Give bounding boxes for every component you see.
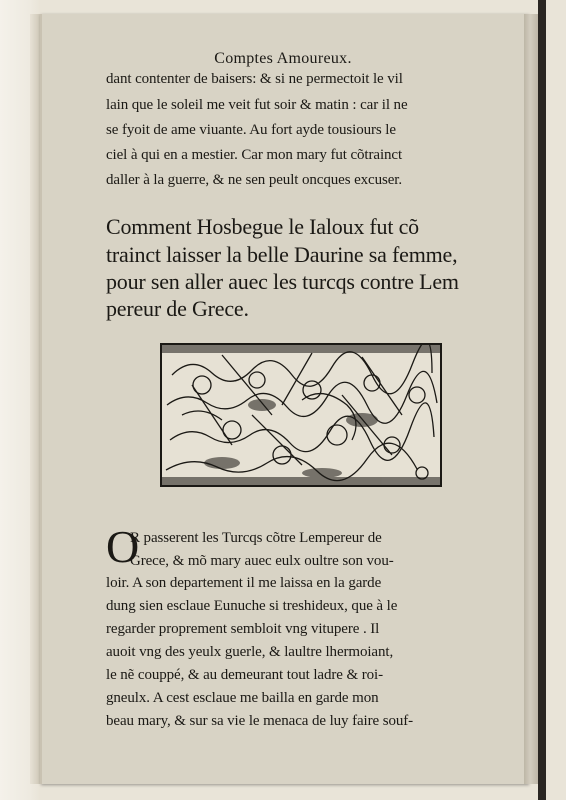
text-line: lain que le soleil me veit fut soir & matin : car il ne [106,97,408,113]
text-line: dung sien esclaue Eunuche si treshideux, que à le [106,598,398,614]
text-line: R passerent les Turcqs cõtre Lempereur de [130,530,382,546]
text-line: le nẽ couppé, & au demeurant tout ladre & roi- [106,667,383,683]
chapter-heading-line: Comment Hosbegue le Ialoux fut cõ [106,214,419,239]
text-line: gneulx. A cest esclaue me bailla en garde mon [106,690,379,706]
page-fore-edge-left [30,14,40,784]
chapter-heading-line: pereur de Grece. [106,296,249,321]
text-line: beau mary, & sur sa vie le menaca de luy faire souf- [106,713,414,729]
chapter-heading-line: pour sen aller auec les turcqs contre Lem [106,269,459,294]
text-line: daller à la guerre, & ne sen peult oncques excuser. [106,172,403,188]
text-line: Grece, & mõ mary auec eulx oultre son vou- [130,553,394,569]
text-line: auoit vng des yeulx guerle, & laultre lhermoiant, [106,644,394,660]
book-binding [538,0,546,800]
running-header: Comptes Amoureux. [214,50,352,67]
text-line: loir. A son departement il me laissa en la garde [106,575,382,591]
text-line: dant contenter de baisers: & si ne permectoit le vil [106,71,403,87]
text-line: regarder proprement sembloit vng vitupere . Il [106,621,380,637]
battle-scene-woodcut [160,343,442,487]
drop-cap-initial: O [106,521,140,572]
woodcut-illustration [162,345,440,485]
text-line: se fyoit de ame viuante. Au fort ayde tousiours le [106,122,396,138]
chapter-heading-line: trainct laisser la belle Daurine sa femme, [106,242,458,267]
text-line: ciel à qui en a mestier. Car mon mary fut cõtrainct [106,147,403,163]
